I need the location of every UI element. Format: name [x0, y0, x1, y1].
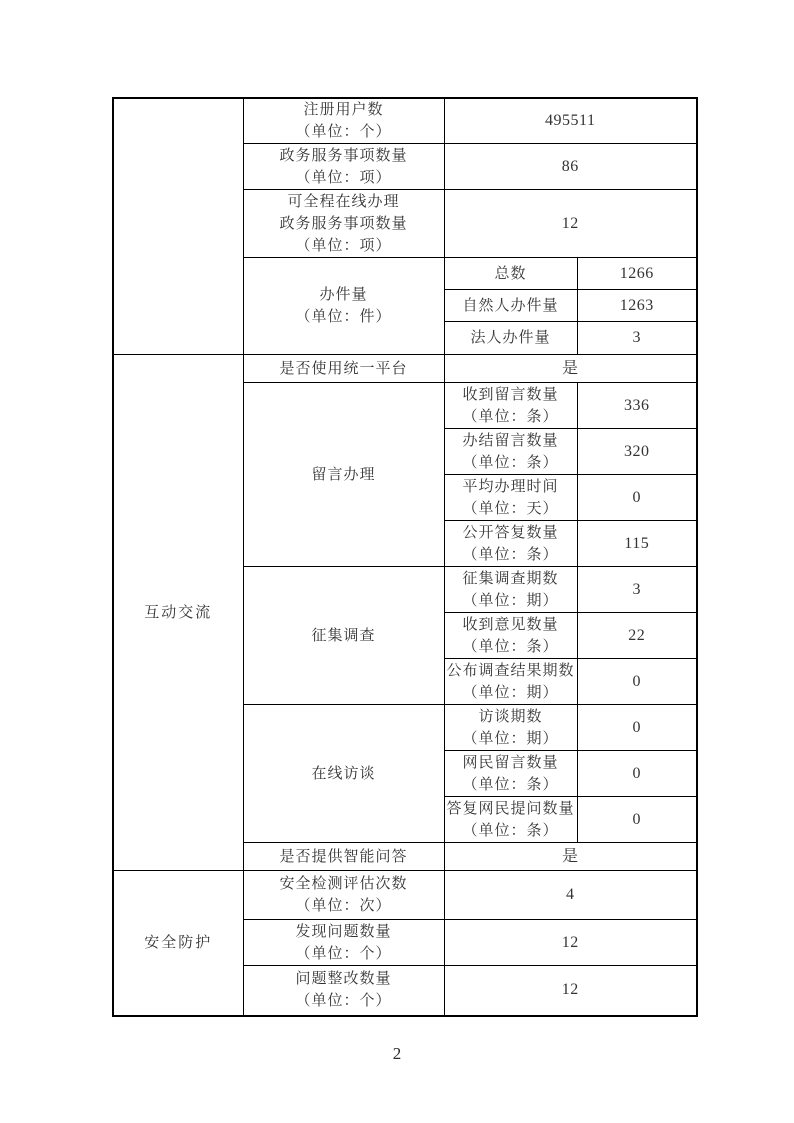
subitem-unit: （单位：条）	[462, 546, 559, 563]
report-table	[112, 97, 698, 1017]
subitem-cell	[444, 613, 577, 659]
value-cell: 86	[444, 144, 697, 190]
value-cell: 1263	[577, 290, 697, 322]
item-label: 政务服务事项数量	[279, 147, 408, 164]
subitem-unit: （单位：条）	[462, 454, 559, 471]
item-unit: （单位：个）	[295, 993, 392, 1010]
category-cell-security: 安全防护	[113, 871, 243, 1016]
group-cell: 在线访谈	[243, 705, 444, 843]
value-cell: 是	[444, 843, 697, 871]
subitem-unit: （单位：期）	[462, 684, 559, 701]
value-cell: 0	[577, 705, 697, 751]
value-cell: 12	[444, 190, 697, 258]
subitem-unit: （单位：条）	[462, 638, 559, 655]
value-cell: 336	[577, 383, 697, 429]
item-label-line2: 政务服务事项数量	[279, 215, 408, 232]
subitem-label: 征集调查期数	[462, 570, 559, 587]
table-row	[113, 98, 697, 144]
subitem-unit: （单位：期）	[462, 730, 559, 747]
item-label: 注册用户数	[303, 102, 384, 118]
subitem-label: 公布调查结果期数	[446, 662, 575, 679]
item-label: 安全检测评估次数	[279, 876, 408, 892]
subitem-cell	[444, 475, 577, 521]
item-cell	[243, 871, 444, 920]
group-unit: （单位：件）	[295, 309, 392, 325]
category-cell-empty	[113, 98, 243, 355]
subitem-cell	[444, 659, 577, 705]
subitem-unit: （单位：天）	[462, 500, 559, 517]
value-cell: 0	[577, 751, 697, 797]
group-label: 办件量	[319, 287, 368, 303]
subitem-cell	[444, 751, 577, 797]
subitem-label: 收到意见数量	[462, 616, 559, 633]
value-cell: 1266	[577, 258, 697, 290]
value-cell: 115	[577, 521, 697, 567]
subitem-label: 网民留言数量	[462, 754, 559, 771]
value-cell: 4	[444, 871, 697, 920]
item-label: 发现问题数量	[295, 923, 392, 940]
subitem-label: 办结留言数量	[462, 432, 559, 449]
item-label: 可全程在线办理	[287, 193, 400, 210]
value-cell: 3	[577, 322, 697, 355]
value-cell: 0	[577, 659, 697, 705]
value-cell: 是	[444, 355, 697, 383]
subitem-cell	[444, 521, 577, 567]
page-number: 2	[392, 1044, 402, 1063]
subitem-label: 访谈期数	[478, 708, 543, 725]
value-cell: 495511	[444, 98, 697, 144]
item-cell	[243, 920, 444, 966]
group-cell: 留言办理	[243, 383, 444, 567]
value-cell: 22	[577, 613, 697, 659]
value-cell: 320	[577, 429, 697, 475]
item-cell	[243, 144, 444, 190]
subitem-cell: 总数	[444, 258, 577, 290]
value-cell: 3	[577, 567, 697, 613]
subitem-cell	[444, 567, 577, 613]
value-cell: 12	[444, 966, 697, 1016]
group-cell: 征集调查	[243, 567, 444, 705]
value-cell: 0	[577, 475, 697, 521]
subitem-unit: （单位：期）	[462, 592, 559, 609]
item-unit: （单位：项）	[295, 169, 392, 186]
subitem-cell	[444, 705, 577, 751]
subitem-label: 平均办理时间	[462, 478, 559, 495]
item-cell	[243, 98, 444, 144]
item-cell	[243, 966, 444, 1016]
subitem-cell	[444, 383, 577, 429]
subitem-unit: （单位：条）	[462, 822, 559, 839]
subitem-cell: 自然人办件量	[444, 290, 577, 322]
subitem-unit: （单位：条）	[462, 776, 559, 793]
item-unit: （单位：项）	[295, 237, 392, 254]
table-row	[113, 355, 697, 383]
subitem-label: 答复网民提问数量	[446, 800, 575, 817]
subitem-cell	[444, 797, 577, 843]
value-cell: 12	[444, 920, 697, 966]
value-cell: 0	[577, 797, 697, 843]
table-row	[113, 871, 697, 920]
item-cell	[243, 190, 444, 258]
item-unit: （单位：个）	[295, 124, 392, 140]
subitem-cell	[444, 429, 577, 475]
item-unit: （单位：个）	[295, 945, 392, 962]
item-cell: 是否提供智能问答	[243, 843, 444, 871]
subitem-label: 公开答复数量	[462, 524, 559, 541]
subitem-unit: （单位：条）	[462, 408, 559, 425]
category-cell-interaction: 互动交流	[113, 355, 243, 871]
item-label: 问题整改数量	[295, 971, 392, 988]
subitem-cell: 法人办件量	[444, 322, 577, 355]
item-cell: 是否使用统一平台	[243, 355, 444, 383]
group-cell	[243, 258, 444, 355]
item-unit: （单位：次）	[295, 898, 392, 914]
subitem-label: 收到留言数量	[462, 386, 559, 403]
